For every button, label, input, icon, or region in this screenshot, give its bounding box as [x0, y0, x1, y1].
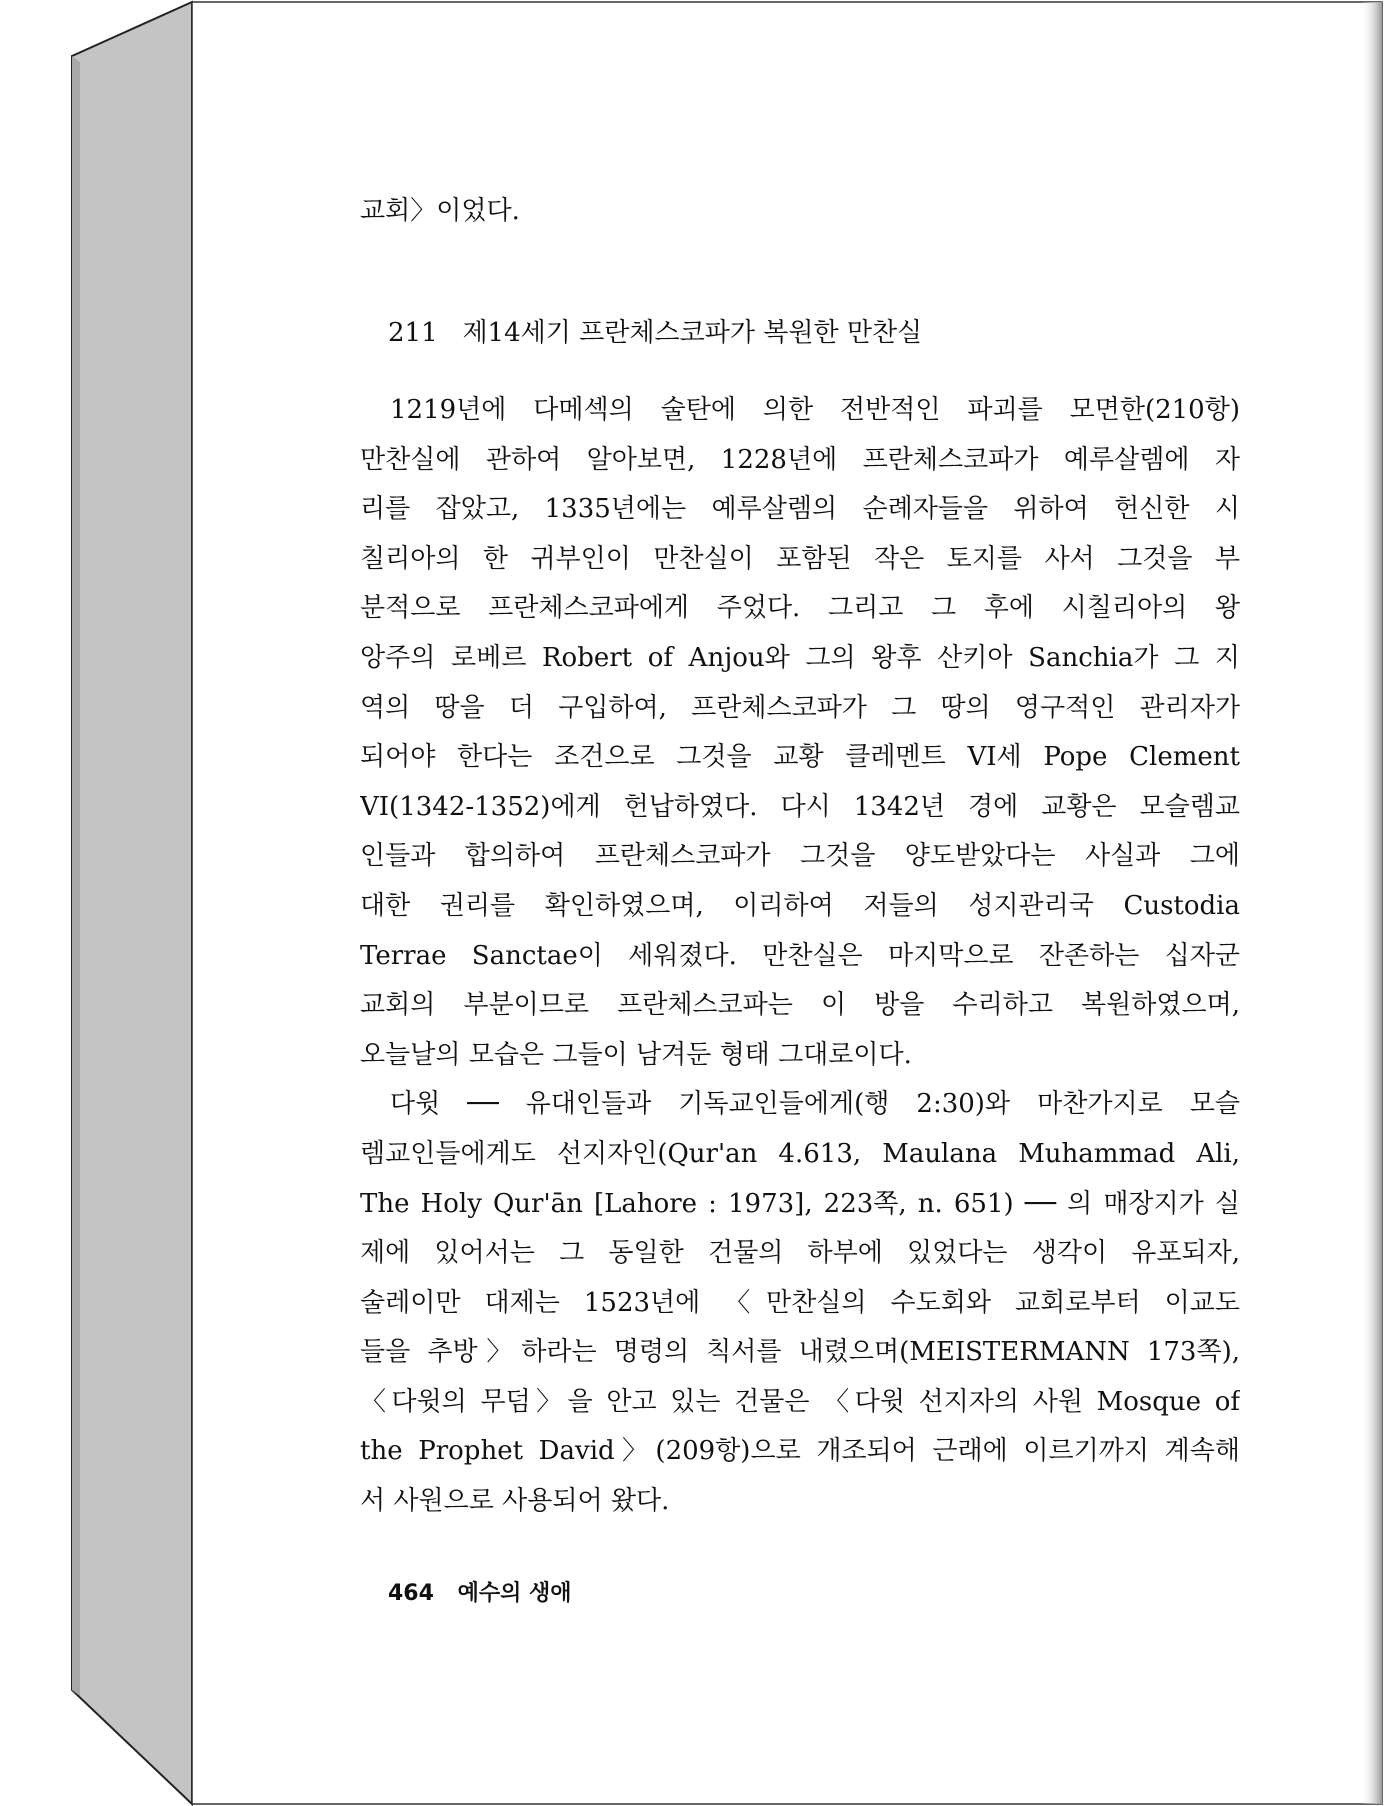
paragraph2-line: the Prophet David〉(209항)으로 개조되어 근래에 이르기까지 계속해	[360, 1436, 1240, 1467]
paragraph1-line: 대한 권리를 확인하였으며, 이리하여 저들의 성지관리국 Custodia	[360, 890, 1240, 921]
paragraph2-line: 들을 추방〉하라는 명령의 칙서를 내렸으며(MEISTERMANN 173쪽),	[360, 1337, 1240, 1368]
paragraph1-line: 되어야 한다는 조건으로 그것을 교황 클레멘트 VI세 Pope Clement	[360, 742, 1240, 773]
page-number: 464	[388, 1581, 434, 1606]
section-heading	[388, 312, 922, 349]
paragraph1-line: 칠리아의 한 귀부인이 만찬실이 포함된 작은 토지를 사서 그것을 부	[360, 543, 1240, 574]
paragraph2-line: 서 사원으로 사용되어 왔다.	[360, 1486, 670, 1517]
paragraph1-line: Terrae Sanctae이 세워졌다. 만찬실은 마지막으로 잔존하는 십자군	[360, 940, 1240, 971]
paragraph1-line: 1219년에 다메섹의 술탄에 의한 전반적인 파괴를 모면한(210항)	[390, 395, 1240, 425]
paragraph1-line: 인들과 합의하여 프란체스코파가 그것을 양도받았다는 사실과 그에	[360, 841, 1240, 872]
paragraph1-line: 분적으로 프란체스코파에게 주었다. 그리고 그 후에 시칠리아의 왕	[360, 593, 1240, 624]
paragraph2-line: 렘교인들에게도 선지자인(Qur'an 4.613, Maulana Muhammad Ali,	[360, 1138, 1240, 1169]
section-number: 211	[388, 318, 438, 348]
paragraph1-line: 만찬실에 관하여 알아보면, 1228년에 프란체스코파가 예루살렘에 자	[360, 444, 1240, 475]
body-text	[360, 386, 1240, 1527]
paragraph1-line: 교회의 부분이므로 프란체스코파는 이 방을 수리하고 복원하였으며,	[360, 990, 1240, 1021]
paragraph1-line: 오늘날의 모습은 그들이 남겨둔 형태 그대로이다.	[360, 1039, 912, 1070]
paragraph2-line: The Holy Qur'ān [Lahore : 1973], 223쪽, n. 651) ── 의 매장지가 실	[360, 1188, 1240, 1219]
paragraph1-line: 역의 땅을 더 구입하여, 프란체스코파가 그 땅의 영구적인 관리자가	[360, 692, 1240, 723]
paragraph1-line: 앙주의 로베르 Robert of Anjou와 그의 왕후 산키아 Sanchia가 그 지	[360, 642, 1240, 673]
paragraph1-line: 리를 잡았고, 1335년에는 예루살렘의 순례자들을 위하여 헌신한 시	[360, 494, 1240, 525]
paragraph2-line: 제에 있어서는 그 동일한 건물의 하부에 있었다는 생각이 유포되자,	[360, 1238, 1240, 1269]
paragraph2-line: 술레이만 대제는 1523년에 〈만찬실의 수도회와 교회로부터 이교도	[360, 1287, 1240, 1318]
paragraph2-line: 〈다윗의 무덤〉을 안고 있는 건물은 〈다윗 선지자의 사원 Mosque of	[360, 1386, 1240, 1417]
continuation-line: 교회〉이었다.	[360, 196, 520, 226]
page-footer	[388, 1576, 572, 1607]
section-title: 제14세기 프란체스코파가 복원한 만찬실	[462, 318, 923, 348]
paragraph1-line: VI(1342-1352)에게 헌납하였다. 다시 1342년 경에 교황은 모슬렘교	[360, 791, 1240, 822]
paragraph2-line: 다윗 ── 유대인들과 기독교인들에게(행 2:30)와 마찬가지로 모슬	[390, 1089, 1240, 1120]
running-title: 예수의 생애	[457, 1581, 572, 1606]
